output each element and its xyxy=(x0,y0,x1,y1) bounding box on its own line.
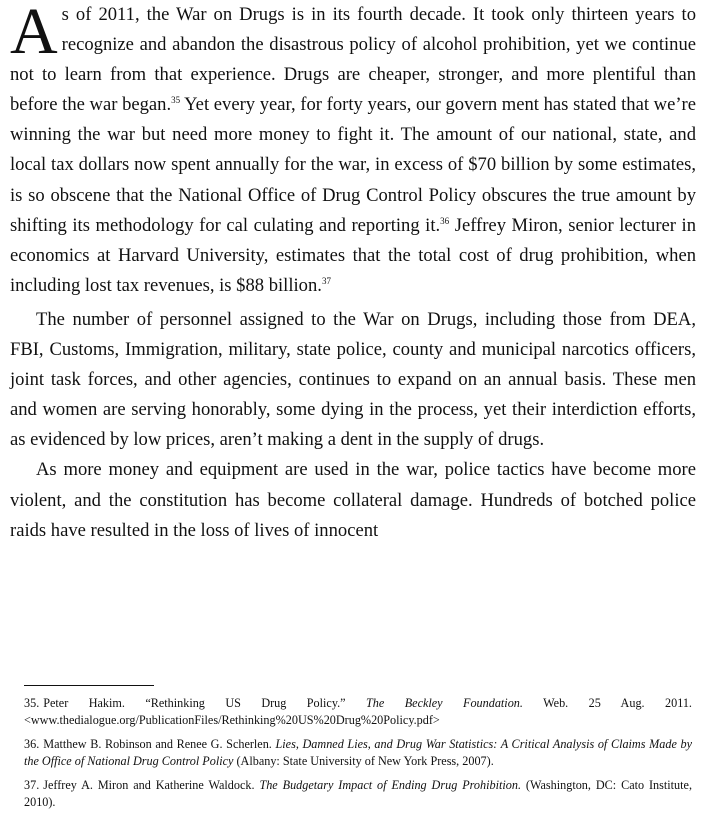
footnote-title: The Beckley Foundation. xyxy=(366,696,523,710)
paragraph-1-text-c: Jeffrey Miron, senior lecturer in economics at Harvard University, estimates that the total cost of drug prohibition, when including lost tax revenues, is $88 billion. xyxy=(10,214,696,296)
footnote-number: 36. xyxy=(24,737,40,751)
footnote-separator xyxy=(24,685,154,686)
footnote-text: (Washington, DC: Cato Institute, 2010). xyxy=(24,778,692,809)
footnote-title: Lies, Damned Lies, and Drug War Statistics: A Critical Analysis of Claims Made by the Office of National Drug Control Policy xyxy=(24,737,693,768)
footnote-text: (Albany: State University of New York Press, 2007). xyxy=(233,754,494,768)
footnote-number: 35. xyxy=(24,696,40,710)
footnote-text: Matthew B. Robinson and Renee G. Scherlen. xyxy=(43,737,276,751)
footnote-text: Web. 25 Aug. 2011. <www.thedialogue.org/PublicationFiles/Rethinking%20US%20Drug%20Policy.pdf> xyxy=(24,696,692,727)
paragraph-1-text-a: s of 2011, the War on Drugs is in its fourth decade. It took only thirteen years to recognize and abandon the disastrous policy of alcohol prohibition, yet we continue not to learn from that experience. Drugs are cheaper, stronger, and more plentiful than before the war began. xyxy=(10,4,696,116)
paragraph-3: As more money and equipment are used in the war, police tactics have become more violent, and the constitution has become collateral damage. Hundreds of botched police raids have resulted in the loss of lives of innocent xyxy=(10,459,696,541)
book-page xyxy=(10,0,696,546)
footnote-36 xyxy=(24,736,692,770)
footnote-ref-36: 36 xyxy=(440,215,450,226)
paragraph-1 xyxy=(10,0,696,301)
footnote-37 xyxy=(24,777,692,811)
footnote-ref-35: 35 xyxy=(171,95,181,106)
footnote-number: 37. xyxy=(24,778,40,792)
footnote-title: The Budgetary Impact of Ending Drug Prohibition. xyxy=(259,778,521,792)
footnote-35 xyxy=(24,695,692,729)
footnote-text: Peter Hakim. “Rethinking US Drug Policy.” xyxy=(43,696,367,710)
footnotes xyxy=(24,695,692,818)
paragraph-1-text-b: Yet every year, for forty years, our govern ment has stated that we’re winning the war but need more money to fight it. The amount of our national, state, and local tax dollars now spent annually for the war, in excess of $70 billion by some estimates, is so obscene that the National Office of Drug Control Policy obscures the true amount by shifting its methodology for cal culating and reporting it. xyxy=(10,94,696,236)
paragraph-2: The number of personnel assigned to the War on Drugs, including those from DEA, FBI, Customs, Immigration, military, state police, county and municipal narcotics officers, joint task forces, and other agencies, continues to expand on an annual basis. These men and women are serving honorably, some dying in the process, yet their interdiction efforts, as evidenced by low prices, aren’t making a dent in the supply of drugs. xyxy=(10,308,696,451)
footnote-text: Jeffrey A. Miron and Katherine Waldock. xyxy=(43,778,260,792)
drop-cap: A xyxy=(10,0,58,68)
footnote-ref-37: 37 xyxy=(321,275,331,286)
